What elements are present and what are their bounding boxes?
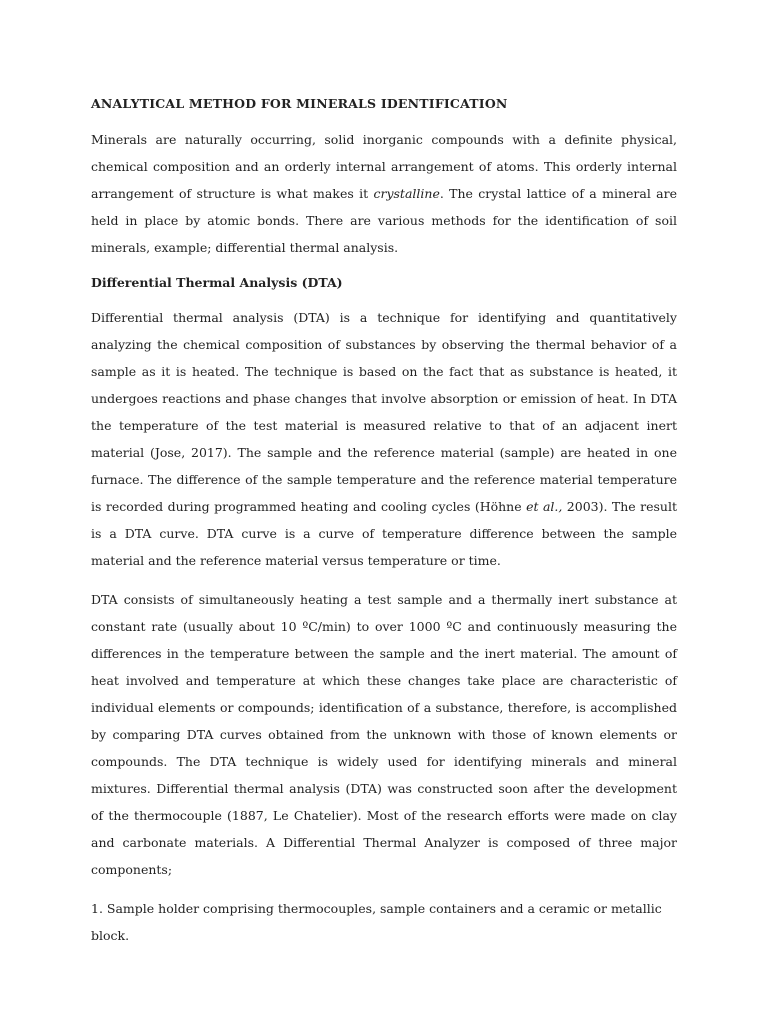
component-list-item-1: 1. Sample holder comprising thermocouples, sample containers and a ceramic or metallic block.	[91, 900, 662, 943]
document-title: ANALYTICAL METHOD FOR MINERALS IDENTIFICATION	[91, 96, 508, 111]
dta-para1-italic: et al.,	[526, 498, 563, 514]
dta-para1-part2: 2003). The result is a DTA curve. DTA curve is a curve of temperature difference between the sample material and the reference material versus temperature or time.	[91, 498, 677, 568]
section-heading-dta: Differential Thermal Analysis (DTA)	[91, 275, 343, 291]
dta-paragraph-1	[91, 304, 677, 574]
dta-para1-part1: Differential thermal analysis (DTA) is a technique for identifying and quantitatively analyzing the chemical composition of substances by observing the thermal behavior of a sample as it is heated. The technique is based on the fact that as substance is heated, it undergoes reactions and phase changes that involve absorption or emission of heat. In DTA the temperature of the test material is measured relative to that of an adjacent inert material (Jose, 2017). The sample and the reference material (sample) are heated in one furnace. The difference of the sample temperature and the reference material temperature is recorded during programmed heating and cooling cycles (Höhne	[91, 309, 677, 514]
intro-text-part2: . The crystal lattice of a mineral are held in place by atomic bonds. There are various methods for the identification of soil minerals, example; differential thermal analysis.	[91, 186, 677, 256]
dta-paragraph-2: DTA consists of simultaneously heating a test sample and a thermally inert substance at constant rate (usually about 10 ºC/min) to over 1000 ºC and continuously measuring the differences in the temperature between the sample and the inert material. The amount of heat involved and temperature at which these changes take place are characteristic of individual elements or compounds; identification of a substance, therefore, is accomplished by comparing DTA curves obtained from the unknown with those of known elements or compounds. The DTA technique is widely used for identifying minerals and mineral mixtures. Differential thermal analysis (DTA) was constructed soon after the development of the thermocouple (1887, Le Chatelier). Most of the research efforts were made on clay and carbonate materials. A Differential Thermal Analyzer is composed of three major components;	[91, 591, 677, 877]
intro-text-part1: Minerals are naturally occurring, solid inorganic compounds with a definite physical, chemical composition and an orderly internal arrangement of atoms. This orderly internal arrangement of structure is what makes it	[91, 132, 677, 202]
intro-italic-term: crystalline	[373, 186, 440, 202]
intro-paragraph	[91, 126, 677, 261]
